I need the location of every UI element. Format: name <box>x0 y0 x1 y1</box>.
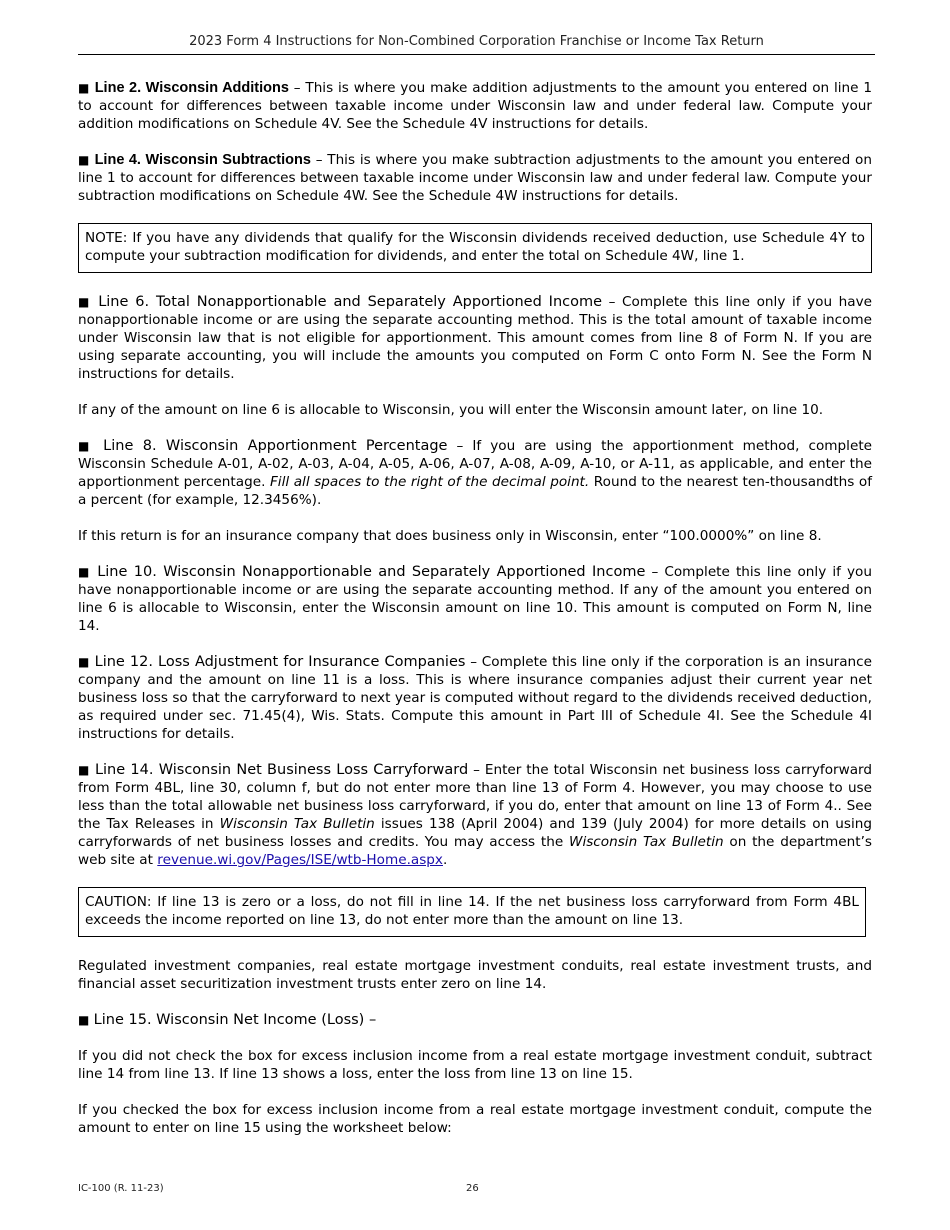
line-10-text: – Complete this line only if you have nonapportionable income or are using the separate accounting method. If any of the amount you entered on line 6 is allocable to Wisconsin, enter the Wisconsin amount on line 10. This amount is computed on Form N, line 14. <box>78 564 872 634</box>
note-box <box>78 223 872 273</box>
bullet-icon: ■ <box>78 1013 90 1027</box>
caution-text: CAUTION: If line 13 is zero or a loss, do not fill in line 14. If the net business loss carryforward from Form 4BL exceeds the income reported on line 13, do not enter more than the amount on line 13. <box>85 894 859 928</box>
page-header: 2023 Form 4 Instructions for Non-Combined Corporation Franchise or Income Tax Return <box>189 34 764 49</box>
line-6-text: – Complete this line only if you have nonapportionable income or are using the separate accounting method. This is the total amount of taxable income under Wisconsin law that is not eligible for apportionment. This amount comes from line 8 of Form N. If you are using separate accounting, you will include the amounts you computed on Form C onto Form N. See the Form N instructions for details. <box>78 294 872 382</box>
bullet-icon: ■ <box>78 439 95 453</box>
line-14-section <box>78 761 872 869</box>
line-8-text: – If you are using the apportionment method, complete Wisconsin Schedule A-01, A-02, A-03, A-04, A-05, A-06, A-07, A-08, A-09, A-10, or A-11, as applicable, and enter the apportionment percentage. <box>78 438 873 490</box>
bullet-icon: ■ <box>78 153 90 167</box>
line-12-section <box>78 653 872 743</box>
line-6-section <box>78 293 872 383</box>
wtb-home-link[interactable]: revenue.wi.gov/Pages/ISE/wtb-Home.aspx <box>157 852 443 868</box>
line-14-text-3: on the department’s web site at <box>78 834 873 868</box>
bullet-icon: ■ <box>78 655 90 669</box>
line-15-paragraph-1: If you did not check the box for excess inclusion income from a real estate mortgage investment conduit, subtract line 14 from line 13. If line 13 shows a loss, enter the loss from line 13 on line 15. <box>78 1048 872 1082</box>
instructions-body <box>78 79 872 1155</box>
line-8-section <box>78 437 872 509</box>
line-14-text-4: . <box>442 852 448 868</box>
line-6-followup: If any of the amount on line 6 is allocable to Wisconsin, you will enter the Wisconsin amount later, on line 10. <box>78 402 824 418</box>
bullet-icon: ■ <box>78 81 90 95</box>
form-id: IC-100 (R. 11-23) <box>78 1183 164 1194</box>
line-8-heading: Line 8. Wisconsin Apportionment Percentage <box>103 438 448 454</box>
note-text: NOTE: If you have any dividends that qualify for the Wisconsin dividends received deduction, use Schedule 4Y to compute your subtraction modification for dividends, and enter the total on Schedule 4W, line 1. <box>85 230 865 264</box>
line-14-text-2: issues 138 (April 2004) and 139 (July 2004) for more details on using carryforwards of net business losses and credits. You may access the <box>78 816 872 850</box>
line-4-heading: Line 4. Wisconsin Subtractions <box>94 152 311 168</box>
line-2-heading: Line 2. Wisconsin Additions <box>94 80 289 96</box>
header-divider <box>78 54 875 55</box>
regulated-companies-note: Regulated investment companies, real estate mortgage investment conduits, real estate investment trusts, and financial asset securitization investment trusts enter zero on line 14. <box>78 958 872 992</box>
line-15-paragraph-2: If you checked the box for excess inclusion income from a real estate mortgage investment conduit, compute the amount to enter on line 15 using the worksheet below: <box>78 1102 872 1136</box>
line-10-section <box>78 563 872 635</box>
line-15-heading: Line 15. Wisconsin Net Income (Loss) – <box>93 1012 377 1028</box>
page-number: 26 <box>466 1183 479 1194</box>
tax-bulletin-title: Wisconsin Tax Bulletin <box>219 816 375 832</box>
line-14-heading: Line 14. Wisconsin Net Business Loss Carryforward <box>94 762 469 778</box>
line-2-text: – This is where you make addition adjustments to the amount you entered on line 1 to account for differences between taxable income under Wisconsin law and under federal law. Compute your addition modifications on Schedule 4V. See the Schedule 4V instructions for details. <box>78 80 872 132</box>
bullet-icon: ■ <box>78 763 90 777</box>
line-14-text: – Enter the total Wisconsin net business loss carryforward from Form 4BL, line 30, column f, but do not enter more than line 13 of Form 4. However, you may choose to use less than the total allowable net business loss carryforward, if you do, enter that amount on line 13 of Form 4.. See the Tax Releases in <box>78 762 873 832</box>
line-4-section <box>78 151 872 205</box>
caution-box <box>78 887 866 937</box>
line-4-text: – This is where you make subtraction adjustments to the amount you entered on line 1 to account for differences between taxable income under Wisconsin law and under federal law. Compute your subtraction modifications on Schedule 4W. See the Schedule 4W instructions for details. <box>78 152 872 204</box>
line-10-heading: Line 10. Wisconsin Nonapportionable and Separately Apportioned Income <box>97 564 646 580</box>
line-15-section <box>78 1011 872 1029</box>
line-8-followup: If this return is for an insurance company that does business only in Wisconsin, enter “100.0000%” on line 8. <box>78 528 822 544</box>
line-8-text-end: Round to the nearest ten-thousandths of a percent (for example, 12.3456%). <box>78 474 872 508</box>
line-6-heading: Line 6. Total Nonapportionable and Separately Apportioned Income <box>98 294 603 310</box>
tax-bulletin-title: Wisconsin Tax Bulletin <box>569 834 724 850</box>
bullet-icon: ■ <box>78 295 92 309</box>
line-12-text: – Complete this line only if the corporation is an insurance company and the amount on line 11 is a loss. This is where insurance companies adjust their current year net business loss so that the carryforward to next year is computed without regard to the dividends received deduction, as required under sec. 71.45(4), Wis. Stats. Compute this amount in Part III of Schedule 4I. See the Schedule 4I instructions for details. <box>78 654 872 742</box>
line-2-section <box>78 79 872 133</box>
line-12-heading: Line 12. Loss Adjustment for Insurance Companies <box>94 654 466 670</box>
bullet-icon: ■ <box>78 565 92 579</box>
line-8-emphasis: Fill all spaces to the right of the decimal point. <box>269 474 590 490</box>
